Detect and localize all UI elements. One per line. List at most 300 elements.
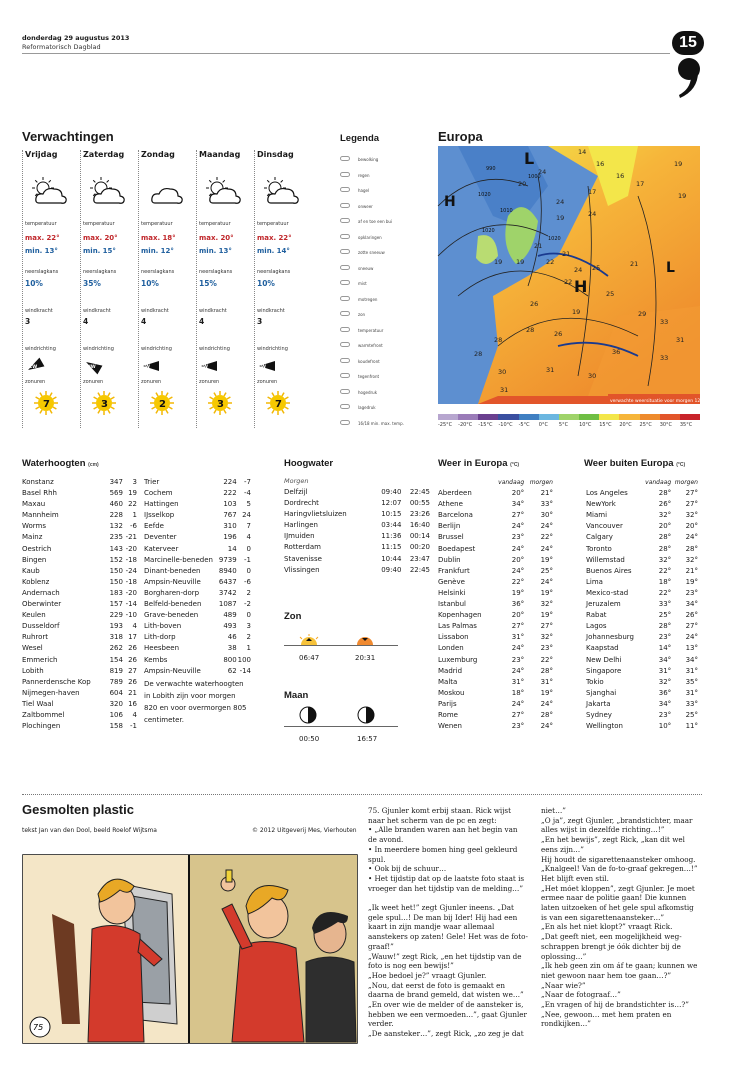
table-row: Malta 31° 31° (438, 677, 553, 686)
table-row: Heesbeen 38 1 (144, 644, 251, 653)
table-row: Dinant-beneden 8940 0 (144, 566, 251, 575)
table-row: Emmerich 154 26 (22, 655, 137, 664)
wind-direction-icon (83, 356, 109, 376)
map-temp-label: 26 (530, 300, 539, 308)
legend-item: af en toe een bui (358, 219, 393, 224)
map-temp-label: 24 (588, 210, 597, 218)
temp-label: temperatuur (83, 221, 115, 227)
map-temp-label: 17 (588, 188, 597, 196)
max-temp: max. 18° (141, 234, 176, 242)
sun-hours-label: zonuren (83, 379, 104, 385)
table-row: Vlissingen 09:40 22:45 (284, 565, 430, 574)
sunset-icon (354, 634, 376, 646)
map-pressure-label: H (444, 194, 456, 210)
day-name: Maandag (199, 150, 241, 159)
table-row: Brussel 23° 22° (438, 533, 553, 542)
svg-text:75: 75 (33, 1023, 44, 1032)
map-temp-label: 24 (538, 168, 547, 176)
sun-title: Zon (284, 611, 302, 622)
table-row: Toronto 28° 28° (586, 544, 698, 553)
map-temp-label: 33 (660, 354, 669, 362)
table-row: Basel Rhh 569 19 (22, 489, 137, 498)
direction-label: windrichting (141, 346, 172, 352)
scale-swatch (539, 414, 559, 420)
table-row: Genève 22° 24° (438, 577, 553, 586)
table-row: Jeruzalem 33° 34° (586, 600, 698, 609)
scale-swatch (599, 414, 619, 420)
scale-label: 10°C (579, 422, 592, 428)
legend-symbol-icon (340, 327, 350, 332)
scale-label: -10°C (498, 422, 513, 428)
forecast-day-1 (80, 150, 135, 428)
table-row: Wellington 10° 11° (586, 722, 698, 731)
day-name: Zaterdag (83, 150, 125, 159)
scale-swatch (579, 414, 599, 420)
comic-panel (22, 854, 358, 1044)
day-name: Vrijdag (25, 150, 58, 159)
legend-symbol-icon (340, 420, 350, 425)
scale-swatch (478, 414, 498, 420)
table-row: Dordrecht 12:07 00:55 (284, 499, 430, 508)
rain-chance: 10% (25, 279, 43, 288)
map-pressure-label: 990 (486, 166, 496, 172)
map-temp-label: 16 (616, 172, 625, 180)
map-pressure-label: 1020 (478, 192, 491, 198)
table-row: Helsinki 19° 19° (438, 588, 553, 597)
map-temp-label: 25 (592, 264, 601, 272)
min-temp: min. 14° (257, 247, 290, 255)
legend-item: lagedruk (358, 405, 376, 410)
forecast-title: Verwachtingen (22, 129, 114, 144)
map-temp-label: 19 (494, 258, 503, 266)
map-pressure-label: L (524, 149, 535, 168)
table-row: Marcinelle-beneden 9739 -1 (144, 555, 251, 564)
map-temp-label: 28 (474, 350, 483, 358)
min-temp: min. 15° (83, 247, 116, 255)
map-temp-label: 33 (660, 318, 669, 326)
table-row: Ampsin-Neuville 6437 -6 (144, 577, 251, 586)
table-row: Ampsin-Neuville 62 -14 (144, 666, 251, 675)
wind-direction-icon (25, 356, 51, 376)
table-row: Mexico-stad 22° 23° (586, 588, 698, 597)
sun-hours-badge (207, 390, 233, 416)
map-temp-label: 19 (674, 160, 683, 168)
map-temp-label: 29 (638, 310, 647, 318)
direction-label: windrichting (199, 346, 230, 352)
table-row: Moskou 18° 19° (438, 688, 553, 697)
table-row: Konstanz 347 3 (22, 478, 137, 486)
map-pressure-label: 1000 (528, 174, 541, 180)
max-temp: max. 22° (257, 234, 292, 242)
table-header: vandaag morgen (645, 479, 698, 486)
table-row: Koblenz 150 -18 (22, 577, 137, 586)
svg-text:3: 3 (101, 399, 108, 410)
table-row: Lima 18° 19° (586, 577, 698, 586)
table-row: New Delhi 34° 34° (586, 655, 698, 664)
map-temp-label: 31 (500, 386, 509, 394)
legend-symbol-icon (340, 358, 350, 363)
legend-symbol-icon (340, 404, 350, 409)
min-temp: min. 12° (141, 247, 174, 255)
table-row: IJmuiden 11:36 00:14 (284, 532, 430, 541)
table-row: Berlijn 24° 24° (438, 522, 553, 531)
table-row: Oestrich 143 -20 (22, 544, 137, 553)
legend-symbol-icon (340, 187, 350, 192)
table-row: Katerveer 14 0 (144, 544, 251, 553)
legend-item: opklaringen (358, 234, 382, 240)
rain-chance: 10% (141, 279, 159, 288)
map-temp-label: 20 (518, 180, 527, 188)
table-row: Ruhrort 318 17 (22, 633, 137, 642)
wind-direction-icon (199, 356, 225, 376)
table-row: Belfeld-beneden 1087 -2 (144, 600, 251, 609)
scale-label: -5°C (518, 422, 530, 428)
legend-symbol-icon (340, 373, 350, 378)
table-row: Delfzijl 09:40 22:45 (284, 488, 430, 496)
cloud-icon (145, 176, 185, 206)
direction-label: windrichting (83, 346, 114, 352)
table-row: Calgary 28° 24° (586, 533, 698, 542)
scale-label: -25°C (438, 422, 453, 428)
sun-hours-label: zonuren (141, 379, 162, 385)
table-row: Oberwinter 157 -14 (22, 600, 137, 609)
legend-symbol-icon (340, 156, 350, 161)
page-number: 15 (672, 31, 704, 55)
table-row: Las Palmas 27° 27° (438, 622, 553, 631)
wind-force: 3 (25, 317, 31, 326)
sunset-time: 20:31 (355, 654, 376, 662)
water-note: De verwachte waterhoogten in Lobith zijn voor morgen 820 en voor overmorgen 805 centimeter. (144, 680, 247, 724)
moonset-icon (356, 706, 376, 726)
table-row: Kopenhagen 20° 19° (438, 611, 553, 620)
wind-label: windkracht (199, 308, 227, 314)
legend-title: Legenda (340, 133, 380, 144)
map-pressure-label: 1020 (482, 228, 495, 234)
map-temp-label: 21 (630, 260, 639, 268)
legend-symbol-icon (340, 296, 350, 301)
scale-label: -20°C (458, 422, 473, 428)
table-row: Singapore 31° 31° (586, 666, 698, 675)
legend-symbol-icon (340, 234, 350, 239)
map-temp-label: 36 (612, 348, 621, 356)
map-temp-label: 26 (554, 330, 563, 338)
scale-label: 25°C (639, 422, 652, 428)
legend-item: koudefront (358, 358, 380, 364)
wind-force: 4 (141, 317, 147, 326)
table-row: Boedapest 24° 24° (438, 544, 553, 553)
header-paper: Reformatorisch Dagblad (22, 43, 101, 51)
moonrise-icon (298, 706, 318, 726)
table-row: Madrid 24° 28° (438, 666, 553, 675)
table-row: Hattingen 103 5 (144, 500, 251, 509)
rain-label: neerslagkans (83, 269, 117, 275)
scale-swatch (680, 414, 700, 420)
rain-label: neerslagkans (199, 269, 233, 275)
sunrise-time: 06:47 (299, 654, 320, 662)
table-row: Kaub 150 -24 (22, 566, 137, 575)
table-row: Buenos Aires 22° 21° (586, 566, 698, 575)
legend-item: sneeuw (358, 265, 374, 271)
temp-label: temperatuur (141, 221, 173, 227)
map-temp-label: 19 (572, 308, 581, 316)
wind-force: 4 (83, 317, 89, 326)
map-temp-label: 17 (636, 180, 645, 188)
scale-swatch (438, 414, 458, 420)
svg-text:7: 7 (275, 399, 282, 410)
min-temp: min. 13° (25, 247, 58, 255)
table-row: Lith-boven 493 3 (144, 622, 251, 631)
map-pressure-label: 1020 (548, 236, 561, 242)
table-row: Keulen 229 -10 (22, 611, 137, 620)
legend-symbol-icon (340, 249, 350, 254)
legend-symbol-icon (340, 311, 350, 316)
map-temp-label: 16 (596, 160, 605, 168)
sun-hours-label: zonuren (25, 379, 46, 385)
table-row: Stavenisse 10:44 23:47 (284, 554, 430, 563)
wind-force: 4 (199, 317, 205, 326)
temp-label: temperatuur (257, 221, 289, 227)
table-row: Nijmegen-haven 604 21 (22, 688, 137, 697)
story-column-1: 75. Gjunler komt erbij staan. Rick wijst naar het scherm van de pc en zegt: • „Alle branden waren aan het begin van de avond. • In meerdere bomen hing geel gekleurd spul. • Ook bij de schuur… • Het tijdstip dat op de laatste foto staat is vroeger dan het tijdstip van de melding…” „Ik weet het!” zegt Gjunler ineens. „Dat gele spul…! De man bij Ider! Hij had een kaart in zijn mandje waar allemaal aanstekers op zaten! Gele! Het was de fotograaf!” „Wauw!” zegt Rick, „en het tijdstip van de foto is nog een bewijs!” „Hoe bedoel je?” vraagt Gjunler. „Nou, dat eerst de foto is gemaakt en daarna de brand gemeld, dat wisten we…” „En over wie de melder of de aansteker is, hebben we een vermoeden…”, gaat Gjunler verder. „De aansteker…”, zegt Rick, „zo zeg je dat (368, 806, 528, 1039)
weather-europe-table (438, 477, 553, 732)
wind-label: windkracht (83, 308, 111, 314)
table-row: Eefde 310 7 (144, 522, 251, 531)
moonrise-time: 00:50 (299, 735, 320, 743)
map-temp-label: 21 (562, 250, 571, 258)
svg-text:7: 7 (43, 399, 50, 410)
map-temp-label: 31 (546, 366, 555, 374)
rain-chance: 10% (257, 279, 275, 288)
table-row: Miami 32° 32° (586, 511, 698, 520)
svg-text:W: W (145, 365, 150, 370)
svg-text:3: 3 (217, 399, 224, 410)
legend-item: onweer (358, 203, 373, 209)
water-table-left (22, 477, 137, 732)
table-row: Frankfurt 24° 25° (438, 566, 553, 575)
header-date: donderdag 29 augustus 2013 (22, 34, 130, 42)
direction-label: windrichting (25, 346, 56, 352)
table-row: Grave-beneden 489 0 (144, 611, 251, 620)
forecast-day-4 (254, 150, 309, 428)
table-row: Londen 24° 23° (438, 644, 553, 653)
map-temp-label: 14 (578, 148, 587, 156)
map-caption: verwachte weersituatie voor morgen 12.00 uur (610, 399, 717, 404)
sun-cloud-icon (203, 176, 243, 206)
table-row: IJsselkop 767 24 (144, 511, 251, 520)
map-temp-label: 19 (516, 258, 525, 266)
table-row: Lith-dorp 46 2 (144, 633, 251, 642)
scale-label: 5°C (558, 422, 569, 428)
scale-label: 35°C (679, 422, 693, 428)
svg-text:W: W (203, 365, 208, 370)
scale-swatch (458, 414, 478, 420)
direction-label: windrichting (257, 346, 288, 352)
legend-symbol-icon (340, 265, 350, 270)
table-row: Pannerdensche Kop 789 26 (22, 677, 137, 686)
legend-symbol-icon (340, 389, 350, 394)
map-temp-label: 25 (606, 290, 615, 298)
moonset-time: 16:57 (357, 735, 378, 743)
table-row: Dusseldorf 193 4 (22, 622, 137, 631)
scale-swatch (519, 414, 539, 420)
table-row: Lissabon 31° 32° (438, 633, 553, 642)
legend-symbol-icon (340, 280, 350, 285)
scale-swatch (498, 414, 518, 420)
sun-hours-badge (265, 390, 291, 416)
table-row: Deventer 196 4 (144, 533, 251, 542)
scale-label: 0°C (538, 422, 548, 428)
temp-label: temperatuur (25, 221, 57, 227)
table-row: Wesel 262 26 (22, 644, 137, 653)
weather-world-title: Weer buiten Europa (°C) (584, 458, 686, 469)
tide-subtitle: Morgen (284, 477, 309, 485)
day-name: Zondag (141, 150, 175, 159)
map-temp-label: 31 (676, 336, 685, 344)
legend-item: regen (358, 172, 370, 178)
europe-weather-map (438, 146, 717, 404)
weather-europe-title: Weer in Europa (°C) (438, 458, 520, 469)
legend-symbol-icon (340, 218, 350, 223)
scale-swatch (619, 414, 639, 420)
legend-item: temperatuur (358, 327, 384, 333)
moon-title: Maan (284, 690, 309, 701)
temp-label: temperatuur (199, 221, 231, 227)
legend-item: 16/18 min. max. temp. (358, 420, 404, 426)
table-row: Plochingen 158 -1 (22, 722, 137, 731)
forecast-day-0 (22, 150, 77, 428)
table-row: Sydney 23° 25° (586, 710, 698, 719)
rain-label: neerslagkans (25, 269, 59, 275)
comma-logo-icon (674, 56, 704, 100)
table-row: Mainz 235 -21 (22, 533, 137, 542)
table-row: Maxau 460 22 (22, 500, 137, 509)
legend-item: hogedruk (358, 389, 378, 395)
map-temp-label: 30 (498, 368, 507, 376)
sun-cloud-icon (29, 176, 69, 206)
rain-chance: 35% (83, 279, 101, 288)
scale-label: -15°C (478, 422, 493, 428)
water-title: Waterhoogten (cm) (22, 458, 99, 469)
svg-text:2: 2 (159, 399, 166, 410)
table-row: Cochem 222 -4 (144, 489, 251, 498)
strip-title: Gesmolten plastic (22, 802, 134, 817)
table-row: Jakarta 34° 33° (586, 699, 698, 708)
legend-item: tegenfront (358, 374, 380, 379)
svg-text:ZW: ZW (29, 365, 38, 370)
table-row: Barcelona 27° 30° (438, 511, 553, 520)
table-row: Rome 27° 28° (438, 710, 553, 719)
tide-table (284, 487, 430, 576)
legend-item: motregen (358, 296, 378, 302)
table-row: Andernach 183 -20 (22, 588, 137, 597)
story-column-2: niet…” „O ja”, zegt Gjunler, „brandstichter, maar alles wijst in dezelfde richting…!” „En het bewijs”, zegt Rick, „kan dit wel eens zijn…” Hij houdt de sigarettenaansteker omhoog. „Knalgeel! Van de fo-to-graaf gekregen…!” Het blijft even stil. „Het móet kloppen”, zegt Gjunler. Je moet ermee naar de politie gaan! Die kunnen laten uitzoeken of het gele spul afkomstig is van een sigarettenaansteker…” „En als het niet klopt?” vraagt Rick. „Dat geeft niet, een mogelijkheid wegschrappen brengt je óók dichter bij de oplossing…” „Ik heb geen zin om áf te gaan; kunnen we niet gewoon naar hem toe gaan…?” „Naar wie?” „Naar de fotograaf…” „En vragen of hij de brandstichter is…?” „Nee, gewoon… met hem praten en rondkijken…” (541, 806, 698, 1029)
table-row: NewYork 26° 27° (586, 500, 698, 509)
max-temp: max. 22° (25, 234, 60, 242)
sunrise-icon (298, 634, 320, 646)
scale-swatch (660, 414, 680, 420)
wind-force: 3 (257, 317, 263, 326)
wind-label: windkracht (141, 308, 169, 314)
wind-label: windkracht (257, 308, 285, 314)
sun-hours-badge (33, 390, 59, 416)
legend-item: zotte sneeuw (358, 250, 385, 255)
table-row: Rabat 25° 26° (586, 611, 698, 620)
table-row: Istanbul 36° 32° (438, 600, 553, 609)
wind-direction-icon (141, 356, 167, 376)
sun-hours-label: zonuren (199, 379, 220, 385)
table-row: Athene 34° 33° (438, 500, 553, 509)
map-temp-label: 24 (574, 266, 583, 274)
tide-title: Hoogwater (284, 458, 334, 469)
legend-symbol-icon (340, 172, 350, 177)
table-row: Lobith 819 27 (22, 666, 137, 675)
table-row: Dublin 20° 19° (438, 555, 553, 564)
wind-label: windkracht (25, 308, 53, 314)
forecast-day-2 (138, 150, 193, 428)
europe-title: Europa (438, 129, 483, 144)
table-row: Parijs 24° 24° (438, 699, 553, 708)
legend-symbol-icon (340, 203, 350, 208)
map-temp-label: 19 (678, 192, 687, 200)
strip-credit: tekst Jan van den Dool, beeld Roelof Wijtsma (22, 827, 157, 834)
scale-label: 20°C (619, 422, 632, 428)
legend-symbol-icon (340, 342, 350, 347)
map-temp-label: 28 (494, 336, 503, 344)
table-row: Tokio 32° 35° (586, 677, 698, 686)
map-pressure-label: H (574, 277, 588, 296)
table-row: Lagos 28° 27° (586, 622, 698, 631)
panel-number-label (30, 1017, 50, 1037)
table-row: Sjanghai 36° 31° (586, 688, 698, 697)
table-row: Worms 132 -6 (22, 522, 137, 531)
sun-hours-badge (149, 390, 175, 416)
forecast-day-3 (196, 150, 251, 428)
scale-label: 15°C (599, 422, 612, 428)
water-table-right (144, 477, 251, 677)
scale-swatch (559, 414, 579, 420)
scale-swatch (640, 414, 660, 420)
table-row: Tiel Waal 320 16 (22, 699, 137, 708)
map-temp-label: 22 (564, 278, 573, 286)
max-temp: max. 20° (199, 234, 234, 242)
legend-item: warmtefront (358, 343, 383, 348)
table-row: Kaapstad 14° 13° (586, 644, 698, 653)
map-temp-label: 19 (556, 214, 565, 222)
map-pressure-label: 1010 (500, 208, 513, 214)
table-row: Rotterdam 11:15 00:20 (284, 543, 430, 552)
rain-chance: 15% (199, 279, 217, 288)
table-row: Harlingen 03:44 16:40 (284, 521, 430, 530)
table-row: Kembs 800 100 (144, 655, 251, 664)
table-row: Willemstad 32° 32° (586, 555, 698, 564)
table-row: Johannesburg 23° 24° (586, 633, 698, 642)
weather-world-table (586, 477, 698, 732)
table-row: Trier 224 -7 (144, 478, 251, 486)
svg-text:NW: NW (87, 365, 96, 370)
table-row: Bingen 152 -18 (22, 555, 137, 564)
map-pressure-label: L (666, 260, 675, 276)
sun-cloud-icon (261, 176, 301, 206)
table-row: Luxemburg 23° 22° (438, 655, 553, 664)
map-temp-label: 22 (546, 258, 555, 266)
sun-cloud-icon (87, 176, 127, 206)
legend-item: mist (358, 281, 367, 286)
svg-text:W: W (261, 365, 266, 370)
scale-label: 30°C (659, 422, 673, 428)
table-row: Aberdeen 20° 21° (438, 489, 553, 498)
max-temp: max. 20° (83, 234, 118, 242)
sun-hours-badge (91, 390, 117, 416)
